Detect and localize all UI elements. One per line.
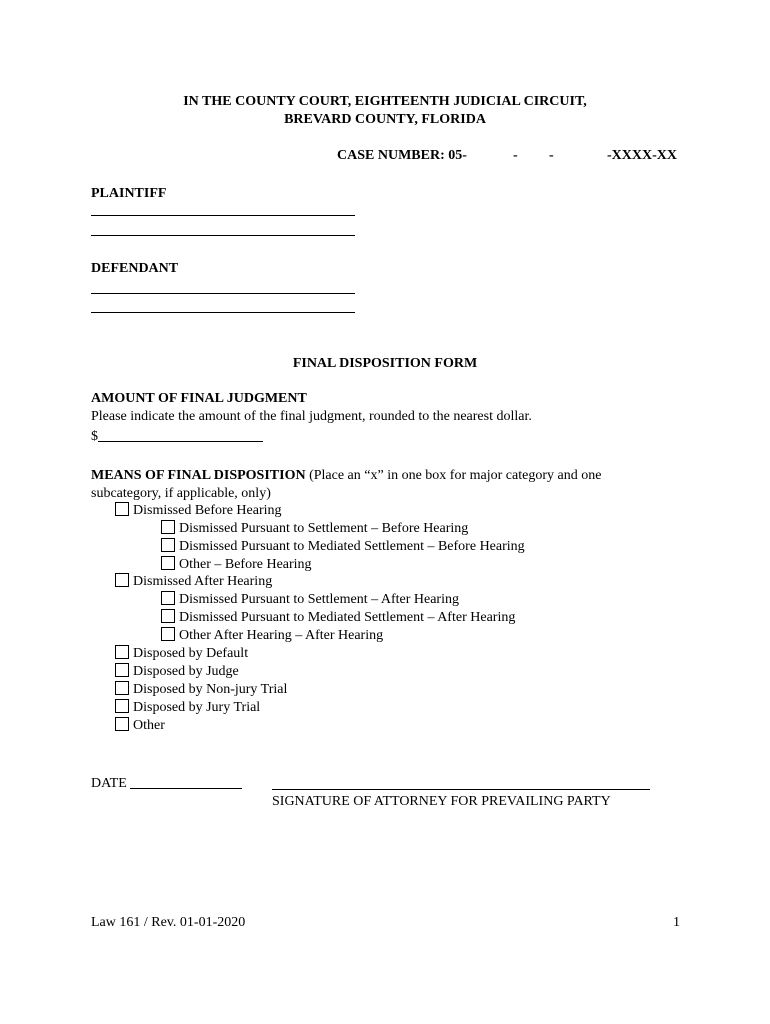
checkbox[interactable]: [115, 699, 129, 713]
option-label: Dismissed Pursuant to Settlement – Before Hearing: [179, 521, 469, 536]
option-other[interactable]: [115, 717, 165, 735]
option-dismissed-mediated-after-hearing[interactable]: [161, 609, 515, 627]
option-label: Disposed by Judge: [133, 664, 239, 679]
option-dismissed-before-hearing[interactable]: [115, 502, 282, 520]
signature-line[interactable]: [272, 789, 650, 790]
judgment-heading: AMOUNT OF FINAL JUDGMENT: [91, 391, 307, 406]
option-label: Disposed by Non-jury Trial: [133, 682, 288, 697]
form-title: FINAL DISPOSITION FORM: [292, 356, 478, 371]
checkbox[interactable]: [115, 663, 129, 677]
option-label: Dismissed Pursuant to Mediated Settlement – After Hearing: [179, 610, 516, 625]
plaintiff-name-line-1[interactable]: [91, 215, 355, 216]
case-number-separator-2: -: [549, 148, 554, 163]
option-dismissed-after-hearing[interactable]: [115, 573, 272, 591]
checkbox[interactable]: [161, 538, 175, 552]
date-field[interactable]: [130, 774, 242, 789]
option-disposed-by-non-jury-trial[interactable]: [115, 681, 287, 699]
case-number-separator-1: -: [513, 148, 518, 163]
option-dismissed-settlement-before-hearing[interactable]: [161, 520, 468, 538]
currency-symbol: $: [91, 429, 98, 444]
means-heading: MEANS OF FINAL DISPOSITION: [91, 468, 306, 483]
option-disposed-by-judge[interactable]: [115, 663, 239, 681]
checkbox[interactable]: [115, 681, 129, 695]
option-label: Dismissed Pursuant to Settlement – After Hearing: [179, 592, 459, 607]
judgment-amount-field[interactable]: [98, 427, 263, 442]
option-label: Dismissed Pursuant to Mediated Settlement – Before Hearing: [179, 539, 525, 554]
checkbox[interactable]: [115, 645, 129, 659]
page-number: 1: [673, 915, 680, 930]
form-id: Law 161 / Rev. 01-01-2020: [91, 915, 246, 930]
checkbox[interactable]: [115, 717, 129, 731]
judgment-instruction: Please indicate the amount of the final judgment, rounded to the nearest dollar.: [91, 409, 532, 424]
option-dismissed-settlement-after-hearing[interactable]: [161, 591, 459, 609]
option-label: Disposed by Jury Trial: [133, 700, 261, 715]
option-label: Other: [133, 718, 165, 733]
means-instruction-cont: subcategory, if applicable, only): [91, 486, 271, 501]
court-heading-line2: BREVARD COUNTY, FLORIDA: [284, 112, 486, 127]
option-label: Dismissed Before Hearing: [133, 503, 282, 518]
defendant-name-line-1[interactable]: [91, 293, 355, 294]
option-label: Other After Hearing – After Hearing: [179, 628, 384, 643]
judgment-amount-row: [91, 427, 263, 445]
case-number-suffix: -XXXX-XX: [607, 148, 677, 163]
checkbox[interactable]: [161, 520, 175, 534]
checkbox[interactable]: [161, 556, 175, 570]
defendant-name-line-2[interactable]: [91, 312, 355, 313]
checkbox[interactable]: [161, 627, 175, 641]
option-disposed-by-default[interactable]: [115, 645, 248, 663]
checkbox[interactable]: [161, 591, 175, 605]
date-row: [91, 774, 242, 792]
plaintiff-label: PLAINTIFF: [91, 186, 167, 201]
case-number-label: CASE NUMBER: 05-: [337, 148, 467, 163]
option-other-before-hearing[interactable]: [161, 556, 312, 574]
option-label: Other – Before Hearing: [179, 557, 312, 572]
means-instruction: (Place an “x” in one box for major category and one: [305, 468, 602, 483]
option-label: Disposed by Default: [133, 646, 249, 661]
plaintiff-name-line-2[interactable]: [91, 235, 355, 236]
option-label: Dismissed After Hearing: [133, 574, 273, 589]
means-heading-row: [91, 468, 601, 484]
option-disposed-by-jury-trial[interactable]: [115, 699, 260, 717]
defendant-label: DEFENDANT: [91, 261, 179, 276]
option-dismissed-mediated-before-hearing[interactable]: [161, 538, 525, 556]
court-heading-line1: IN THE COUNTY COURT, EIGHTEENTH JUDICIAL CIRCUIT,: [183, 94, 587, 109]
checkbox[interactable]: [115, 502, 129, 516]
signature-label: SIGNATURE OF ATTORNEY FOR PREVAILING PARTY: [272, 794, 611, 809]
option-other-after-hearing[interactable]: [161, 627, 383, 645]
checkbox[interactable]: [161, 609, 175, 623]
date-label: DATE: [91, 776, 131, 791]
checkbox[interactable]: [115, 573, 129, 587]
